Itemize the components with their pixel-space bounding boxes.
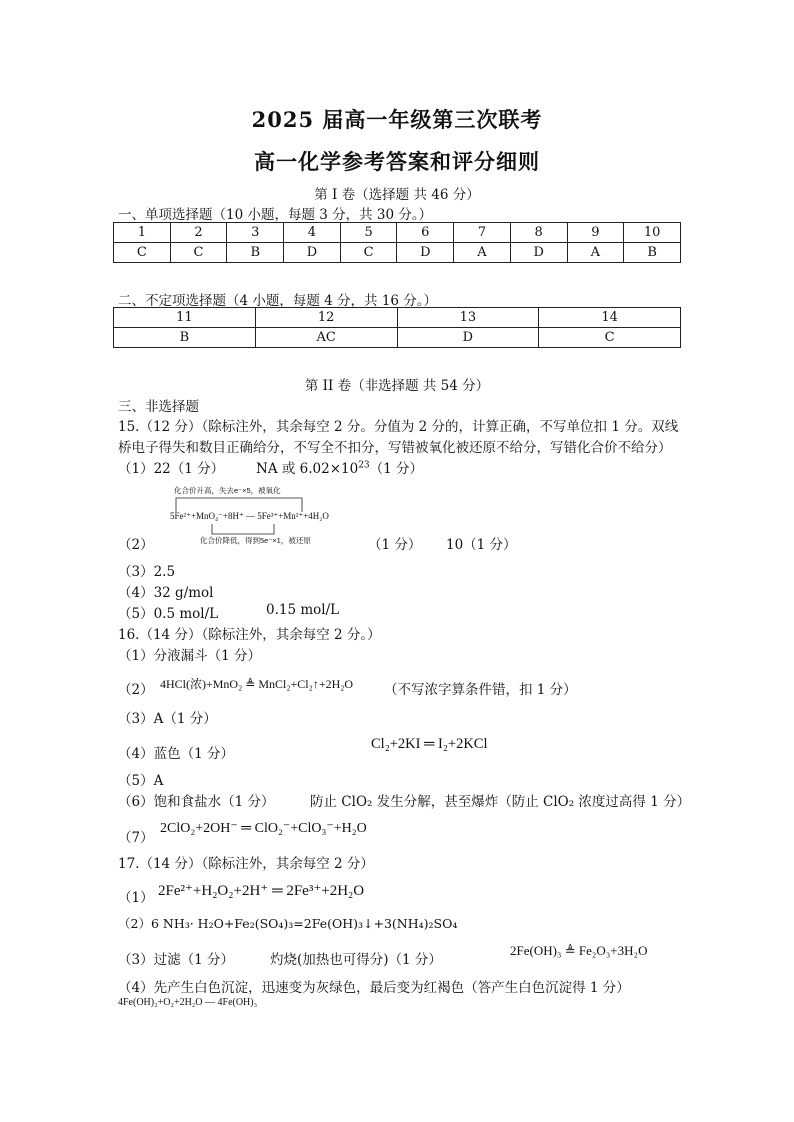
section2-heading: 二、不定项选择题（4 小题，每题 4 分，共 16 分。） (118, 293, 438, 309)
avogadro-text: NA 或 6.02×10 (256, 461, 359, 477)
oxidation-bracket (176, 498, 302, 512)
q17-part1: （1） (118, 890, 154, 906)
q15-part1: （1）22（1 分） (118, 461, 225, 477)
q16-part2-equation: 4HCl(浓)+MnO₂ ≜ MnCl₂+Cl₂↑+2H₂O (160, 677, 354, 691)
q17-part4-equation: 4Fe(OH)₂+O₂+2H₂O — 4Fe(OH)₃ (118, 997, 258, 1008)
q16-part1: （1）分液漏斗（1 分） (118, 648, 261, 664)
oxidation-note: 化合价升高，失去e⁻×5，被氧化 (174, 486, 281, 495)
section1-number-row (114, 223, 681, 243)
avogadro-exponent: 23 (358, 460, 370, 471)
table-cell: A (567, 243, 624, 263)
redox-equation: 5Fe²⁺+MnO₄⁻+8H⁺ — 5Fe³⁺+Mn²⁺+4H₂O (170, 511, 329, 521)
q17-part3-method: 灼烧(加热也可得分)（1 分） (270, 952, 442, 968)
q15-part5: （5）0.5 mol/L (118, 606, 219, 622)
q16-part7: （7） (118, 830, 154, 846)
q15-instructions-line1: 15.（12 分）（除标注外，其余每空 2 分。分值为 2 分的，计算正确，不写单位扣 1 分。双线 (118, 419, 679, 435)
q16-part3: （3）A（1 分） (118, 711, 217, 727)
q17-part1-equation: 2Fe²⁺+H₂O₂+2H⁺ ═ 2Fe³⁺+2H₂O (158, 883, 365, 899)
q15-instructions-line2: 桥电子得失和数目正确给分，不写全不扣分，写错被氧化被还原不给分，写错化合价不给分） (118, 440, 672, 456)
q15-part4: （4）32 g/mol (118, 585, 214, 601)
section1-answer-row (114, 243, 681, 263)
section3-heading: 三、非选择题 (118, 399, 199, 415)
table-cell: D (284, 243, 341, 263)
reduction-bracket (212, 524, 274, 534)
table-cell: B (114, 328, 256, 348)
table-cell: 14 (539, 308, 681, 328)
table-cell: B (624, 243, 681, 263)
table-cell: D (397, 243, 454, 263)
q17-part3-equation: 2Fe(OH)₃ ≜ Fe₂O₃+3H₂O (510, 943, 648, 958)
q15-part5-answer2: 0.15 mol/L (266, 602, 340, 618)
table-cell: D (397, 328, 539, 348)
table-cell: C (539, 328, 681, 348)
table-cell: AC (255, 328, 397, 348)
section2-answer-row (114, 328, 681, 348)
q17-part3: （3）过滤（1 分） (118, 952, 234, 968)
table-cell: 2 (170, 223, 227, 243)
q15-part1-avogadro (256, 457, 423, 477)
table-cell: 12 (255, 308, 397, 328)
q16-part6: （6）饱和食盐水（1 分） (118, 794, 275, 810)
section2-number-row (114, 308, 681, 328)
table-cell: 11 (114, 308, 256, 328)
table-cell: C (340, 243, 397, 263)
table-cell: C (170, 243, 227, 263)
q16-part7-equation: 2ClO₂+2OH⁻ ═ ClO₂⁻+ClO₃⁻+H₂O (160, 821, 367, 836)
table-cell: 9 (567, 223, 624, 243)
q17-header: 17.（14 分）（除标注外，其余每空 2 分） (118, 856, 374, 872)
q15-part2-answer: 10（1 分） (446, 537, 517, 553)
table-cell: B (227, 243, 284, 263)
part1-heading: 第 I 卷（选择题 共 46 分） (314, 187, 480, 203)
q16-part5: （5）A (118, 773, 164, 789)
document-subtitle: 高一化学参考答案和评分细则 (254, 149, 540, 174)
table-cell: 7 (454, 223, 511, 243)
q16-part6-reason: 防止 ClO₂ 发生分解，甚至爆炸（防止 ClO₂ 浓度过高得 1 分） (310, 794, 691, 810)
reduction-note: 化合价降低，得到5e⁻×1，被还原 (200, 536, 311, 545)
q17-part4: （4）先产生白色沉淀，迅速变为灰绿色，最后变为红褐色（答产生白色沉淀得 1 分） (118, 980, 630, 996)
table-cell: C (114, 243, 171, 263)
section1-table (113, 222, 681, 263)
table-cell: 13 (397, 308, 539, 328)
q17-part2: （2）6 NH₃· H₂O+Fe₂(SO₄)₃=2Fe(OH)₃↓+3(NH₄)₂SO₄ (118, 916, 458, 931)
q15-part2-score: （1 分） (368, 537, 422, 553)
q16-part2-note: （不写浓字算条件错，扣 1 分） (384, 682, 577, 698)
q15-part2: （2） (118, 537, 154, 553)
table-cell: 3 (227, 223, 284, 243)
section1-heading: 一、单项选择题（10 小题，每题 3 分，共 30 分。） (118, 207, 433, 223)
q16-header: 16.（14 分）（除标注外，其余每空 2 分。） (118, 627, 381, 643)
part2-heading: 第 II 卷（非选择题 共 54 分） (304, 378, 490, 394)
q16-part4: （4）蓝色（1 分） (118, 746, 234, 762)
table-cell: 10 (624, 223, 681, 243)
table-cell: D (510, 243, 567, 263)
q15-part1-score: （1 分） (369, 461, 424, 477)
document-title: 2025 届高一年级第三次联考 (251, 107, 543, 132)
table-cell: 6 (397, 223, 454, 243)
q15-part3: （3）2.5 (118, 564, 176, 580)
table-cell: 1 (114, 223, 171, 243)
table-cell: 5 (340, 223, 397, 243)
q16-part4-equation: Cl₂+2KI ═ I₂+2KCl (371, 736, 488, 752)
table-cell: A (454, 243, 511, 263)
table-cell: 8 (510, 223, 567, 243)
q16-part2: （2） (118, 682, 154, 698)
section2-table (113, 307, 681, 348)
table-cell: 4 (284, 223, 341, 243)
